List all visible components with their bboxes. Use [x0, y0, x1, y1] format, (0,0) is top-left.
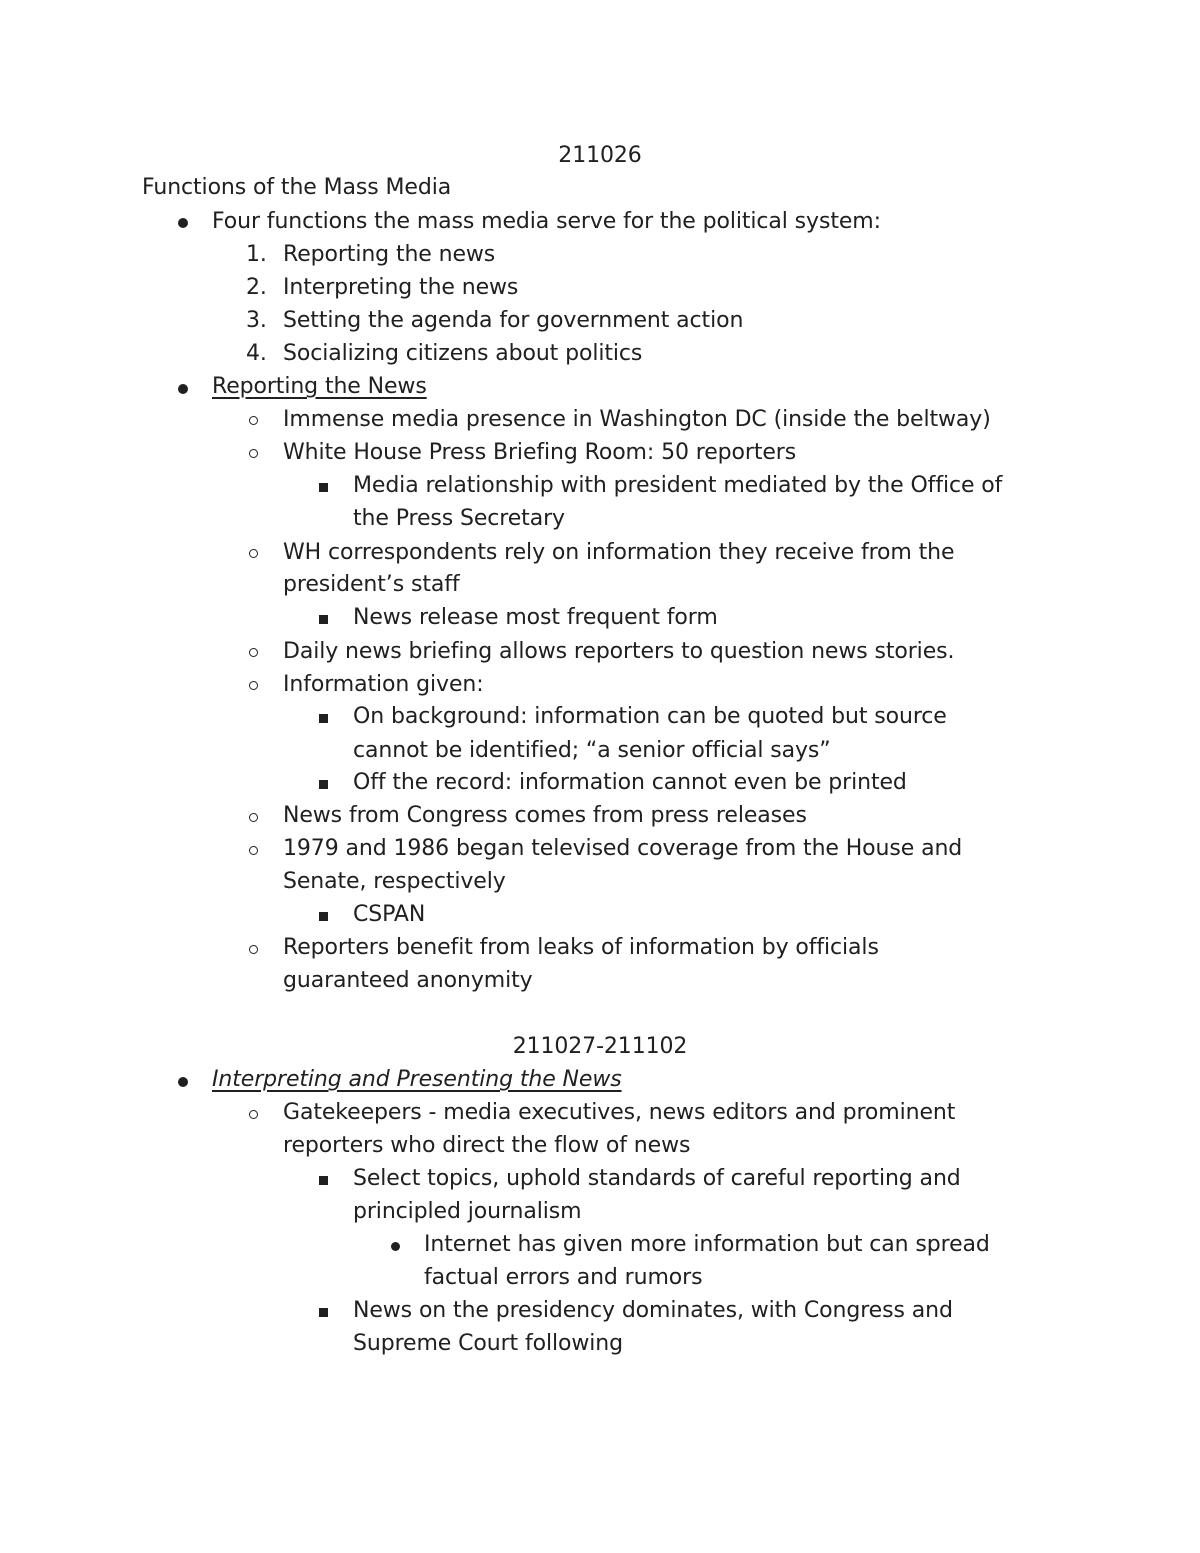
list-item: Socializing citizens about politics	[283, 341, 643, 366]
section-heading: Functions of the Mass Media	[142, 175, 452, 200]
date-header-1: 211026	[558, 143, 642, 168]
bullet-square	[319, 483, 328, 492]
list-item: Select topics, uphold standards of careful reporting and	[353, 1166, 961, 1191]
bullet-square	[319, 1308, 328, 1317]
list-item: Internet has given more information but can spread	[424, 1232, 990, 1257]
subsection-title: Reporting the News	[212, 374, 427, 399]
list-item: Media relationship with president mediated by the Office of	[353, 473, 1003, 498]
list-item: Reporting the news	[283, 242, 496, 267]
list-number: 3.	[246, 308, 267, 333]
bullet-circle	[249, 549, 258, 558]
list-item: Immense media presence in Washington DC (inside the beltway)	[283, 407, 991, 432]
bullet-circle	[249, 846, 258, 855]
date-header-2: 211027-211102	[512, 1034, 688, 1059]
bullet-circle	[249, 1110, 258, 1119]
list-item: News release most frequent form	[353, 605, 718, 630]
list-item: Information given:	[283, 672, 484, 697]
list-item: 1979 and 1986 began televised coverage from the House and	[283, 836, 963, 861]
subsection-title: Interpreting and Presenting the News	[212, 1067, 622, 1092]
list-item-continuation: Supreme Court following	[353, 1331, 623, 1356]
list-item-continuation: factual errors and rumors	[424, 1265, 703, 1290]
bullet-square	[319, 912, 328, 921]
list-number: 2.	[246, 275, 267, 300]
list-item-continuation: Senate, respectively	[283, 869, 506, 894]
bullet-dot	[178, 1077, 188, 1087]
bullet-dot	[178, 218, 188, 228]
list-item: Daily news briefing allows reporters to question news stories.	[283, 639, 955, 664]
list-number: 4.	[246, 341, 267, 366]
list-item-continuation: reporters who direct the flow of news	[283, 1133, 691, 1158]
list-item: WH correspondents rely on information they receive from the	[283, 540, 955, 565]
bullet-square	[319, 780, 328, 789]
list-item: Reporters benefit from leaks of information by officials	[283, 935, 879, 960]
list-item: CSPAN	[353, 902, 426, 927]
bullet-square	[319, 1176, 328, 1185]
bullet-square	[319, 714, 328, 723]
list-item-continuation: the Press Secretary	[353, 506, 565, 531]
list-item-continuation: principled journalism	[353, 1199, 582, 1224]
bullet-circle	[249, 416, 258, 425]
list-item: Interpreting the news	[283, 275, 519, 300]
bullet-circle	[249, 681, 258, 690]
list-item: Four functions the mass media serve for the political system:	[212, 209, 881, 234]
list-item: Off the record: information cannot even be printed	[353, 770, 907, 795]
list-item: White House Press Briefing Room: 50 reporters	[283, 440, 797, 465]
bullet-dot	[391, 1242, 400, 1251]
list-number: 1.	[246, 242, 267, 267]
list-item: News from Congress comes from press releases	[283, 803, 807, 828]
list-item: Setting the agenda for government action	[283, 308, 744, 333]
bullet-square	[319, 615, 328, 624]
bullet-circle	[249, 813, 258, 822]
list-item: Gatekeepers - media executives, news editors and prominent	[283, 1100, 956, 1125]
list-item-continuation: guaranteed anonymity	[283, 968, 533, 993]
list-item-continuation: cannot be identified; “a senior official says”	[353, 738, 831, 763]
bullet-circle	[249, 449, 258, 458]
bullet-dot	[178, 384, 188, 394]
bullet-circle	[249, 945, 258, 954]
list-item: News on the presidency dominates, with Congress and	[353, 1298, 953, 1323]
list-item-continuation: president’s staff	[283, 572, 460, 597]
bullet-circle	[249, 648, 258, 657]
list-item: On background: information can be quoted but source	[353, 704, 947, 729]
